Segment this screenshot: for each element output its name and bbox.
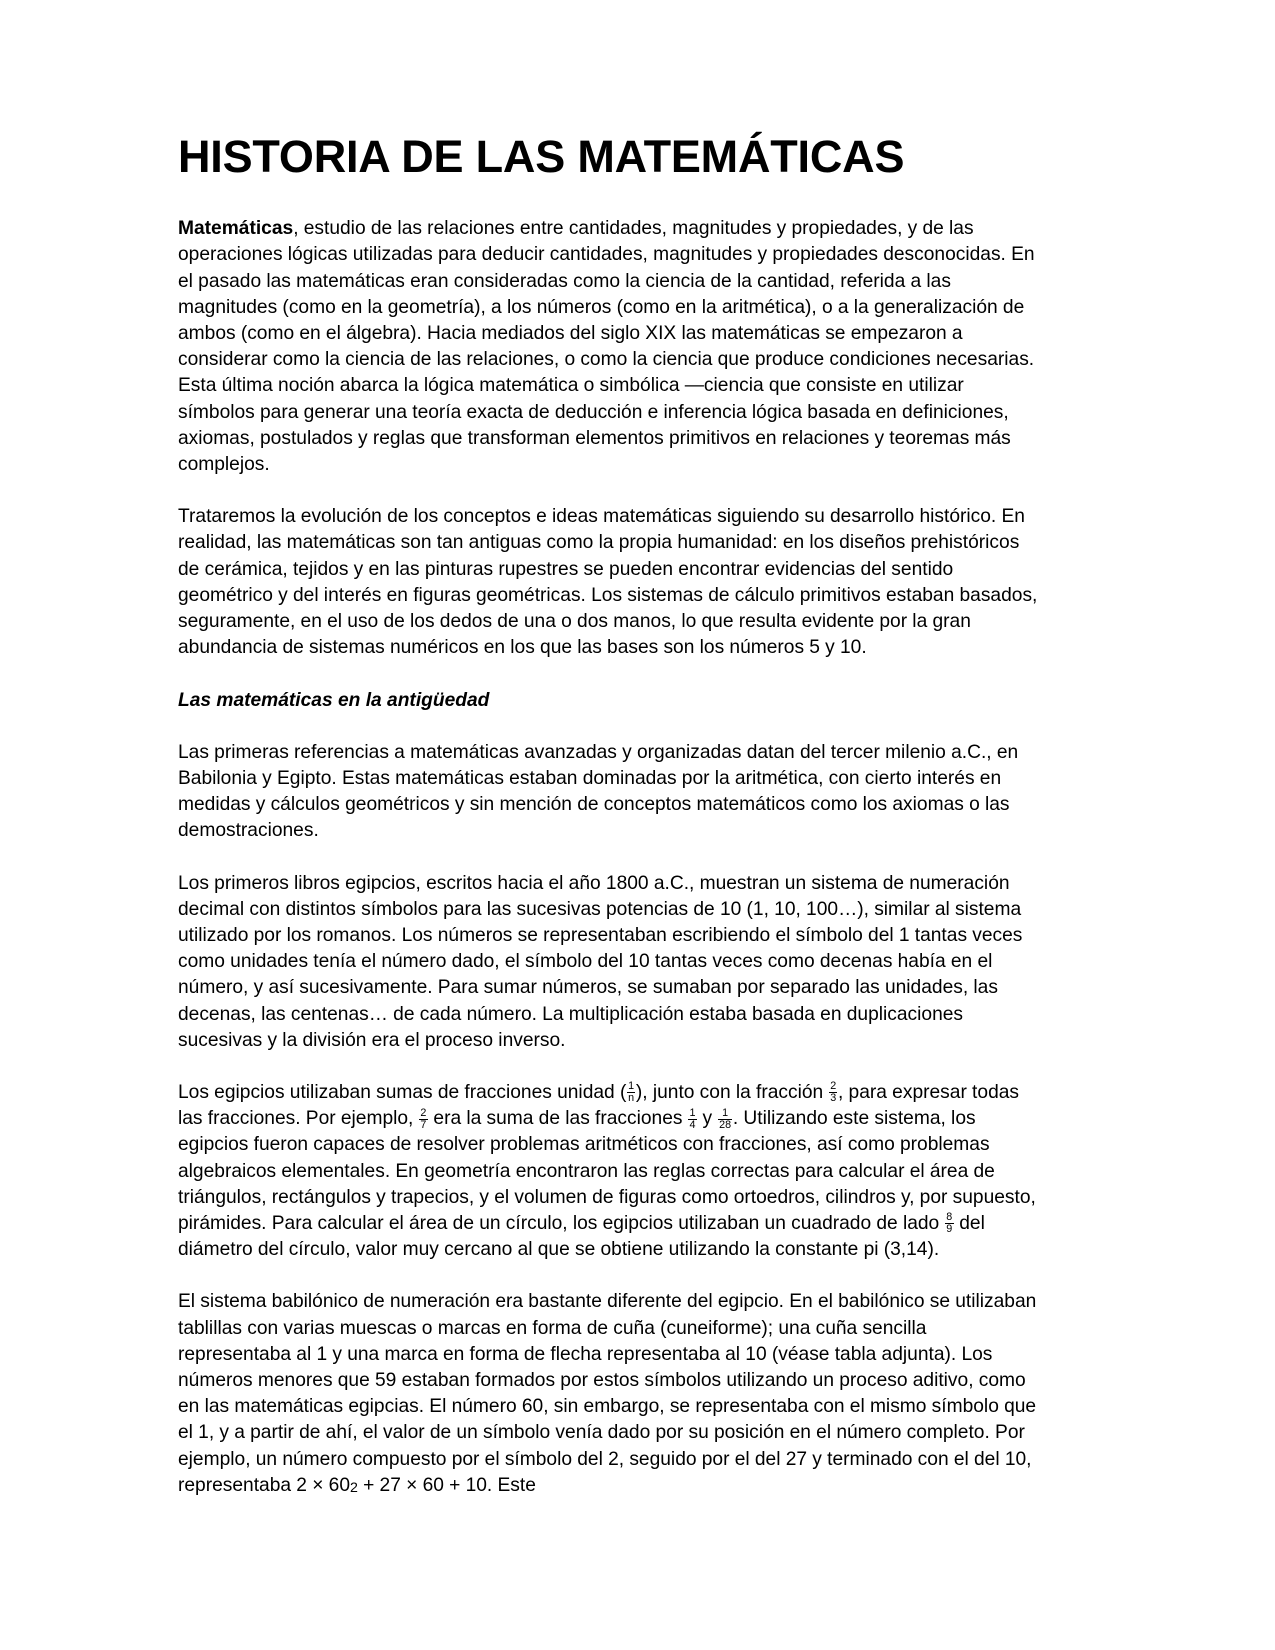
fraction-segment-4: era la suma de las fracciones xyxy=(428,1108,688,1130)
fraction-one-twentyeighth: $\frac{1}{28}$ xyxy=(719,1106,732,1131)
page-title: HISTORIA DE LAS MATEMÁTICAS xyxy=(178,131,905,182)
fraction-segment-7: del diámetro del círculo, valor muy cercano al que se obtiene utilizando la constante pi (3,14). xyxy=(178,1212,985,1261)
fraction-segment-3: , para expresar todas las fracciones. Por ejemplo, xyxy=(178,1081,1020,1130)
babylonian-segment-2: + 27 × 60 + 10. Este xyxy=(357,1474,536,1496)
paragraph-egyptian-fractions xyxy=(178,1080,1040,1263)
fraction-one-over-n: $\frac{1}{n}$ xyxy=(628,1080,635,1105)
babylonian-segment-1: El sistema babilónico de numeración era bastante diferente del egipcio. En el babilónico se utilizaban tablillas con varias muescas o marcas en forma de cuña (cuneiforme); una cuña sencilla representaba al 1 y una marca en forma de flecha representaba al 10 (véase tabla adjunta). Los números menores que 59 estaban formados por estos símbolos utilizando un proceso aditivo, como en las matemáticas egipcias. El número 60, sin embargo, se representaba con el mismo símbolo que el 1, y a partir de ahí, el valor de un símbolo venía dado por su posición en el número completo. Por ejemplo, un número compuesto por el símbolo del 2, seguido por el del 27 y terminado con el del 10, representaba 2 × 60 xyxy=(178,1291,1037,1496)
paragraph-babylonian-system xyxy=(178,1289,1040,1500)
fraction-segment-1: Los egipcios utilizaban sumas de fracciones unidad ( xyxy=(178,1081,627,1103)
fraction-segment-5: y xyxy=(697,1108,718,1130)
fraction-eight-ninths: $\frac{8}{9}$ xyxy=(946,1211,953,1236)
exponent-subscript: 2 xyxy=(350,1479,358,1496)
paragraph-evolution: Trataremos la evolución de los conceptos e ideas matemáticas siguiendo su desarrollo histórico. En realidad, las matemáticas son tan antiguas como la propia humanidad: en los diseños prehistóricos de cerámica, tejidos y en las pinturas rupestres se pueden encontrar evidencias del sentido geométrico y del interés en figuras geométricas. Los sistemas de cálculo primitivos estaban basados, seguramente, en el uso de los dedos de una o dos manos, lo que resulta evidente por la gran abundancia de sistemas numéricos en los que las bases son los números 5 y 10. xyxy=(178,506,1038,659)
fraction-two-thirds: $\frac{2}{3}$ xyxy=(830,1080,837,1105)
fraction-two-sevenths: $\frac{2}{7}$ xyxy=(420,1106,427,1131)
paragraph-definition xyxy=(178,216,1040,478)
paragraph-definition-text: , estudio de las relaciones entre cantidades, magnitudes y propiedades, y de las operaciones lógicas utilizadas para deducir cantidades, magnitudes y propiedades desconocidas. En el pasado las matemáticas eran consideradas como la ciencia de la cantidad, referida a las magnitudes (como en la geometría), a los números (como en la aritmética), o a la generalización de ambos (como en el álgebra). Hacia mediados del siglo XIX las matemáticas se empezaron a considerar como la ciencia de las relaciones, o como la ciencia que produce condiciones necesarias. Esta última noción abarca la lógica matemática o simbólica —ciencia que consiste en utilizar símbolos para generar una teoría exacta de deducción e inferencia lógica basada en definiciones, axiomas, postulados y reglas que transforman elementos primitivos en relaciones y teoremas más complejos. xyxy=(178,218,1035,476)
fraction-one-quarter: $\frac{1}{4}$ xyxy=(689,1106,696,1131)
fraction-segment-2: ), junto con la fracción xyxy=(635,1081,829,1103)
fraction-segment-6: . Utilizando este sistema, los egipcios fueron capaces de resolver problemas aritméticos con fracciones, así como problemas algebraicos elementales. En geometría encontraron las reglas correctas para calcular el área de triángulos, rectángulos y trapecios, y el volumen de figuras como ortoedros, cilindros y, por supuesto, pirámides. Para calcular el área de un círculo, los egipcios utilizaban un cuadrado de lado xyxy=(178,1108,1036,1234)
paragraph-first-references: Las primeras referencias a matemáticas avanzadas y organizadas datan del tercer milenio a.C., en Babilonia y Egipto. Estas matemáticas estaban dominadas por la aritmética, con cierto interés en medidas y cálculos geométricos y sin mención de conceptos matemáticos como los axiomas o las demostraciones. xyxy=(178,741,1019,842)
paragraph-egyptian-books: Los primeros libros egipcios, escritos hacia el año 1800 a.C., muestran un sistema de numeración decimal con distintos símbolos para las sucesivas potencias de 10 (1, 10, 100…), similar al sistema utilizado por los romanos. Los números se representaban escribiendo el símbolo del 1 tantas veces como unidades tenía el número dado, el símbolo del 10 tantas veces como decenas había en el número, y así sucesivamente. Para sumar números, se sumaban por separado las unidades, las decenas, las centenas… de cada número. La multiplicación estaba basada en duplicaciones sucesivas y la división era el proceso inverso. xyxy=(178,872,1023,1051)
section-heading-antiquity: Las matemáticas en la antigüedad xyxy=(178,689,490,711)
lead-term: Matemáticas xyxy=(178,218,294,240)
document-body xyxy=(178,133,1040,1501)
